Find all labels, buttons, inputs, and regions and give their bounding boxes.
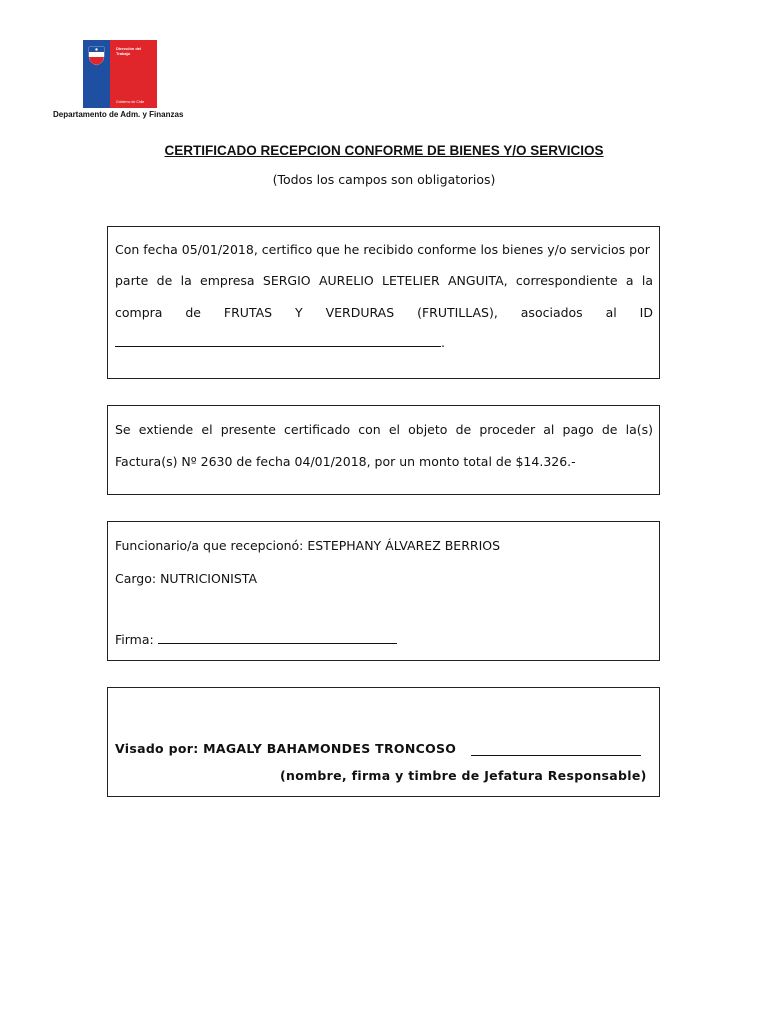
- payment-line-2: Factura(s) Nº 2630 de fecha 04/01/2018, por un monto total de $14.326.-: [115, 454, 576, 469]
- payment-statement-box: [107, 405, 660, 495]
- id-blank-line: [115, 336, 441, 347]
- department-name: Departamento de Adm. y Finanzas: [53, 110, 184, 119]
- payment-line-1: Se extiende el presente certificado con el objeto de proceder al pago de la(s): [115, 422, 653, 437]
- document-title: CERTIFICADO RECEPCION CONFORME DE BIENES Y/O SERVICIOS: [164, 143, 604, 158]
- coat-of-arms-icon: [86, 44, 107, 66]
- approval-box: [107, 687, 660, 797]
- receiver-box: [107, 521, 660, 661]
- institution-logo: [83, 40, 157, 108]
- document-subtitle: (Todos los campos son obligatorios): [272, 172, 496, 187]
- approval-signature-note: (nombre, firma y timbre de Jefatura Responsable): [280, 768, 647, 783]
- signature-label: Firma:: [115, 632, 154, 647]
- statement-line-1: Con fecha 05/01/2018, certifico que he recibido conforme los bienes y/o servicios por: [115, 242, 650, 257]
- receiver-name: Funcionario/a que recepcionó: ESTEPHANY ÁLVAREZ BERRIOS: [115, 538, 501, 553]
- statement-line-3: compra de FRUTAS Y VERDURAS (FRUTILLAS), asociados al ID: [115, 305, 653, 320]
- id-field: .: [115, 335, 653, 350]
- logo-text: Dirección del Trabajo: [116, 46, 142, 56]
- logo-subtext: Gobierno de Chile: [116, 100, 145, 104]
- approval-signature-line: [471, 745, 641, 756]
- receiver-position: Cargo: NUTRICIONISTA: [115, 571, 258, 586]
- approved-by: Visado por: MAGALY BAHAMONDES TRONCOSO: [115, 741, 457, 756]
- receipt-statement-box: [107, 226, 660, 379]
- statement-line-2: parte de la empresa SERGIO AURELIO LETELIER ANGUITA, correspondiente a la: [115, 273, 653, 288]
- signature-blank-line: [158, 633, 397, 644]
- signature-field: [115, 632, 653, 647]
